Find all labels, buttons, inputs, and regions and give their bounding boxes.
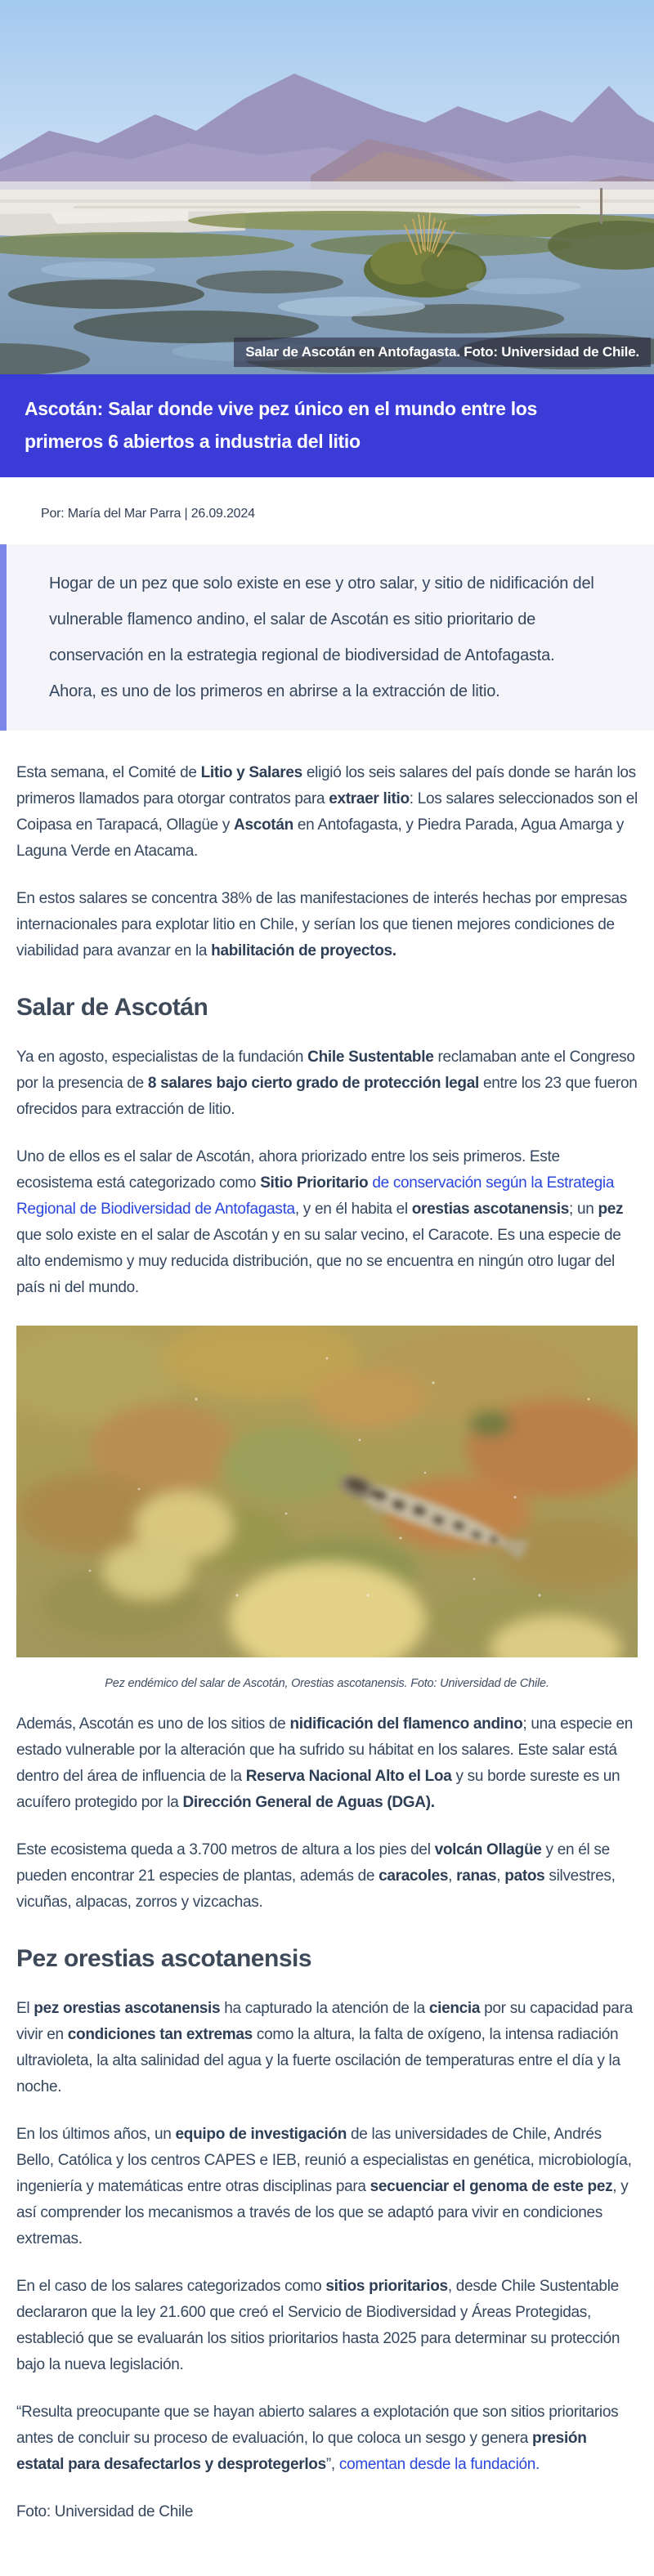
bold-run: nidificación del flamenco andino — [289, 1715, 523, 1733]
text-run: , y en él habita el — [294, 1201, 412, 1218]
text-run: y en él se pueden encontrar 21 especies de plantas, además de — [16, 1841, 610, 1885]
fish-photo — [16, 1326, 638, 1657]
section-heading: Pez orestias ascotanensis — [16, 1945, 312, 1972]
hero-image — [0, 0, 654, 374]
bold-run: patos — [504, 1867, 545, 1885]
text-run: ha capturado la atención de la — [220, 2000, 429, 2017]
bold-run: extraer litio — [329, 790, 410, 807]
bold-run: ranas — [456, 1867, 497, 1885]
article-paragraph — [16, 1711, 638, 1816]
section-heading: Salar de Ascotán — [16, 994, 208, 1021]
text-run: Ya en agosto, especialistas de la fundación — [16, 1049, 308, 1066]
text-run: En los últimos años, un — [16, 2126, 176, 2143]
byline: Por: María del Mar Parra | 26.09.2024 — [41, 507, 255, 521]
lead-paragraph: Hogar de un pez que solo existe en ese y otro salar, y sitio de nidificación del vulnerable flamenco andino, el salar de Ascotán es sitio prioritario de conservación en la estrategia regional de biodiversidad de Antofagasta. Ahora, es uno de los primeros en abrirse a la extracción de litio. — [49, 575, 594, 700]
bold-run: condiciones tan extremas — [67, 2026, 253, 2043]
text-run: , desde Chile Sustentable declararon que la ley 21.600 que creó el Servicio de Biodiversidad y Áreas Protegidas, estableció que se evaluarán los sitios prioritarios hasta 2025 para determinar su protección bajo la nueva legislación. — [16, 2278, 620, 2373]
bold-run: ciencia — [428, 2000, 481, 2017]
text-run: de las universidades de Chile, Andrés Bello, Católica y los centros CAPES e IEB, reunió a especialistas en genética, microbiología, ingeniería y matemáticas entre otras disciplinas para — [16, 2126, 632, 2195]
text-run: eligió los seis salares del país donde se harán los primeros llamados para otorgar contratos para — [16, 764, 636, 807]
bold-run: Reserva Nacional Alto el Loa — [245, 1768, 452, 1785]
text-run: Este ecosistema queda a 3.700 metros de altura a los pies del — [16, 1841, 435, 1858]
hero-caption: Salar de Ascotán en Antofagasta. Foto: Universidad de Chile. — [234, 338, 651, 367]
text-run: ; un — [569, 1201, 598, 1218]
article-paragraph — [16, 2122, 638, 2252]
article-paragraph — [16, 886, 638, 964]
text-run: Foto: Universidad de Chile — [16, 2503, 194, 2520]
fish-photo-caption: Pez endémico del salar de Ascotán, Orestias ascotanensis. Foto: Universidad de Chile. — [105, 1677, 549, 1690]
bold-run: pez orestias ascotanensis — [34, 2000, 221, 2017]
article-paragraph — [16, 2499, 638, 2525]
text-run: ”, — [325, 2456, 339, 2473]
text-run: como la altura, la falta de oxígeno, la intensa radiación ultravioleta, la alta salinidad del agua y la fuerte oscilación de temperaturas entre el día y la noche. — [16, 2026, 620, 2095]
text-run: Esta semana, el Comité de — [16, 764, 201, 781]
bold-run: equipo de investigación — [175, 2126, 347, 2143]
text-run: que solo existe en el salar de Ascotán y en su salar vecino, el Caracote. Es una especie de alto endemismo y muy reducida distribución, que no se encuentra en ningún otro lugar del país ni del mundo. — [16, 1227, 621, 1296]
text-run: En estos salares se concentra 38% de las manifestaciones de interés hechas por empresas internacionales para explotar litio en Chile, y serían los que tienen mejores condiciones de viabilidad para avanzar en la — [16, 890, 627, 959]
text-run: Además, Ascotán es uno de los sitios de — [16, 1715, 290, 1733]
text-run: silvestres, vicuñas, alpacas, zorros y vizcachas. — [16, 1867, 616, 1911]
page-title: Ascotán: Salar donde vive pez único en el mundo entre los primeros 6 abiertos a industria del litio — [25, 398, 538, 452]
bold-run: pez — [598, 1201, 624, 1218]
bold-run: Litio y Salares — [200, 764, 302, 781]
bold-run: Chile Sustentable — [307, 1049, 434, 1066]
text-run: , y así comprender los mecanismos a través de los que se adaptó para vivir en condiciones extremas. — [16, 2178, 629, 2247]
text-run: : Los salares seleccionados son el Coipasa en Tarapacá, Ollagüe y — [16, 790, 638, 834]
text-run: entre los 23 que fueron ofrecidos para extracción de litio. — [16, 1075, 638, 1118]
bold-run: volcán Ollagüe — [434, 1841, 542, 1858]
article-paragraph — [16, 1996, 638, 2100]
lead-box — [0, 544, 654, 731]
text-run: En el caso de los salares categorizados como — [16, 2278, 326, 2295]
article-paragraph — [16, 1144, 638, 1301]
article-paragraph — [16, 1044, 638, 1123]
article-paragraph — [16, 760, 638, 865]
inline-link[interactable]: comentan desde la fundación. — [338, 2456, 540, 2473]
hero-section — [0, 0, 654, 374]
text-run: y su borde sureste es un acuífero protegido por la — [16, 1768, 620, 1811]
bold-run: habilitación de proyectos. — [211, 942, 396, 959]
text-run: , — [448, 1867, 457, 1885]
bold-run: secuenciar el genoma de este pez — [370, 2178, 613, 2195]
text-run: El — [16, 2000, 34, 2017]
text-run: por su capacidad para vivir en — [16, 2000, 633, 2043]
article-body — [0, 731, 654, 2525]
bold-run: 8 salares bajo cierto grado de protección legal — [147, 1075, 479, 1092]
article-paragraph — [16, 1837, 638, 1916]
article-paragraph — [16, 2399, 638, 2478]
text-run: Uno de ellos es el salar de Ascotán, ahora priorizado entre los seis primeros. Este ecosistema está categorizado como — [16, 1148, 560, 1192]
text-run: “Resulta preocupante que se hayan abierto salares a explotación que son sitios prioritarios antes de concluir su proceso de evaluación, lo que coloca un sesgo y genera — [16, 2404, 619, 2447]
bold-run: Sitio Prioritario — [260, 1174, 369, 1192]
article-paragraph — [16, 2274, 638, 2378]
bold-run: orestias ascotanensis — [411, 1201, 569, 1218]
title-block — [0, 374, 654, 477]
bold-run: Dirección General de Aguas (DGA). — [182, 1794, 435, 1811]
text-run: ; una especie en estado vulnerable por la alteración que ha sufrido su hábitat en los salares. Este salar está dentro del área de influencia de la — [16, 1715, 634, 1785]
text-run: , — [496, 1867, 505, 1885]
bold-run: presión estatal para desafectarlos y desprotegerlos — [16, 2430, 587, 2473]
fish-photo-figure — [16, 1326, 638, 1690]
text-run: reclamaban ante el Congreso por la presencia de — [16, 1049, 635, 1092]
bold-run: Ascotán — [234, 816, 293, 834]
text-run: en Antofagasta, y Piedra Parada, Agua Amarga y Laguna Verde en Atacama. — [16, 816, 625, 860]
inline-link[interactable]: de conservación según la Estrategia Regional de Biodiversidad de Antofagasta — [16, 1174, 615, 1218]
bold-run: sitios prioritarios — [325, 2278, 448, 2295]
bold-run: caracoles — [379, 1867, 449, 1885]
